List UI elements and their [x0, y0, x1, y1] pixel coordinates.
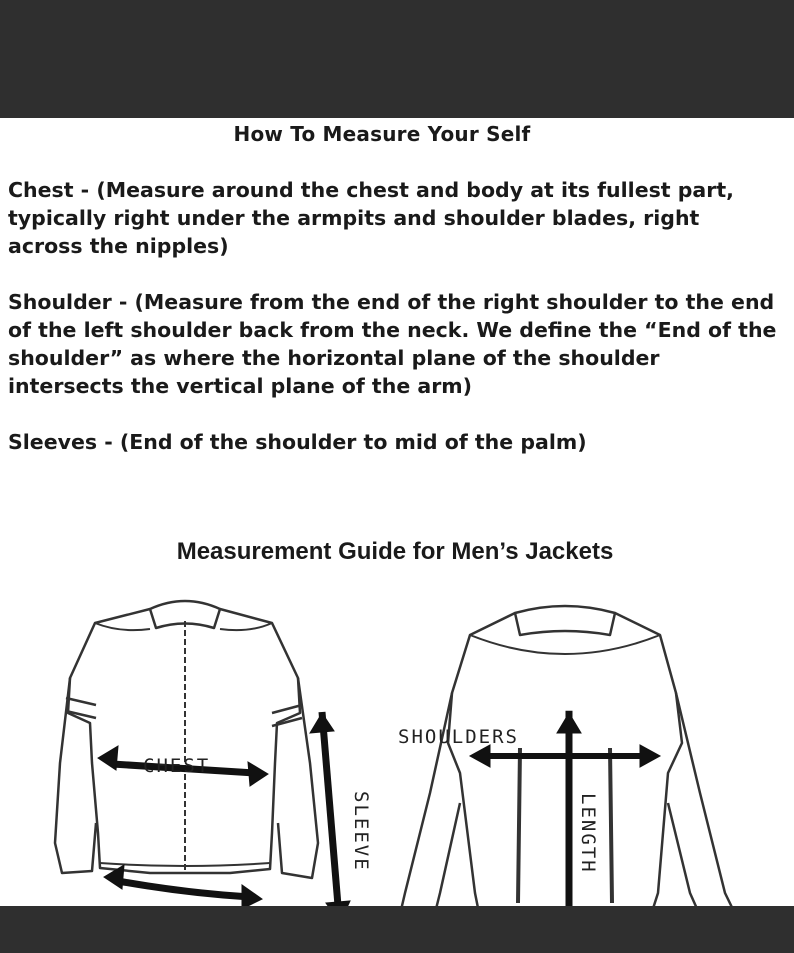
shoulders-label: SHOULDERS [398, 726, 519, 748]
shoulders-arrow [470, 745, 660, 767]
front-jacket-illustration [55, 601, 318, 878]
chest-label: CHEST [143, 755, 211, 777]
measurement-sheet [0, 118, 794, 906]
length-label: LENGTH [577, 793, 599, 874]
page-title: How To Measure Your Self [233, 122, 531, 146]
chest-instructions: Chest - (Measure around the chest and body at its fullest part, typically right under the armpits and shoulder blades, right across the nipples) [8, 178, 734, 258]
bottom-dark-bar [0, 906, 794, 953]
sleeves-instructions: Sleeves - (End of the shoulder to mid of the palm) [8, 430, 587, 454]
shoulder-instructions: Shoulder - (Measure from the end of the right shoulder to the end of the left shoulder back from the neck. We define the “End of the shoulder” as where the horizontal plane of the shoulder intersects the vertical plane of the arm) [8, 290, 777, 398]
jacket-measurement-diagram [0, 573, 794, 906]
sleeve-label: SLEEVE [350, 791, 372, 872]
guide-title: Measurement Guide for Men’s Jackets [176, 538, 614, 565]
top-dark-bar [0, 0, 794, 118]
